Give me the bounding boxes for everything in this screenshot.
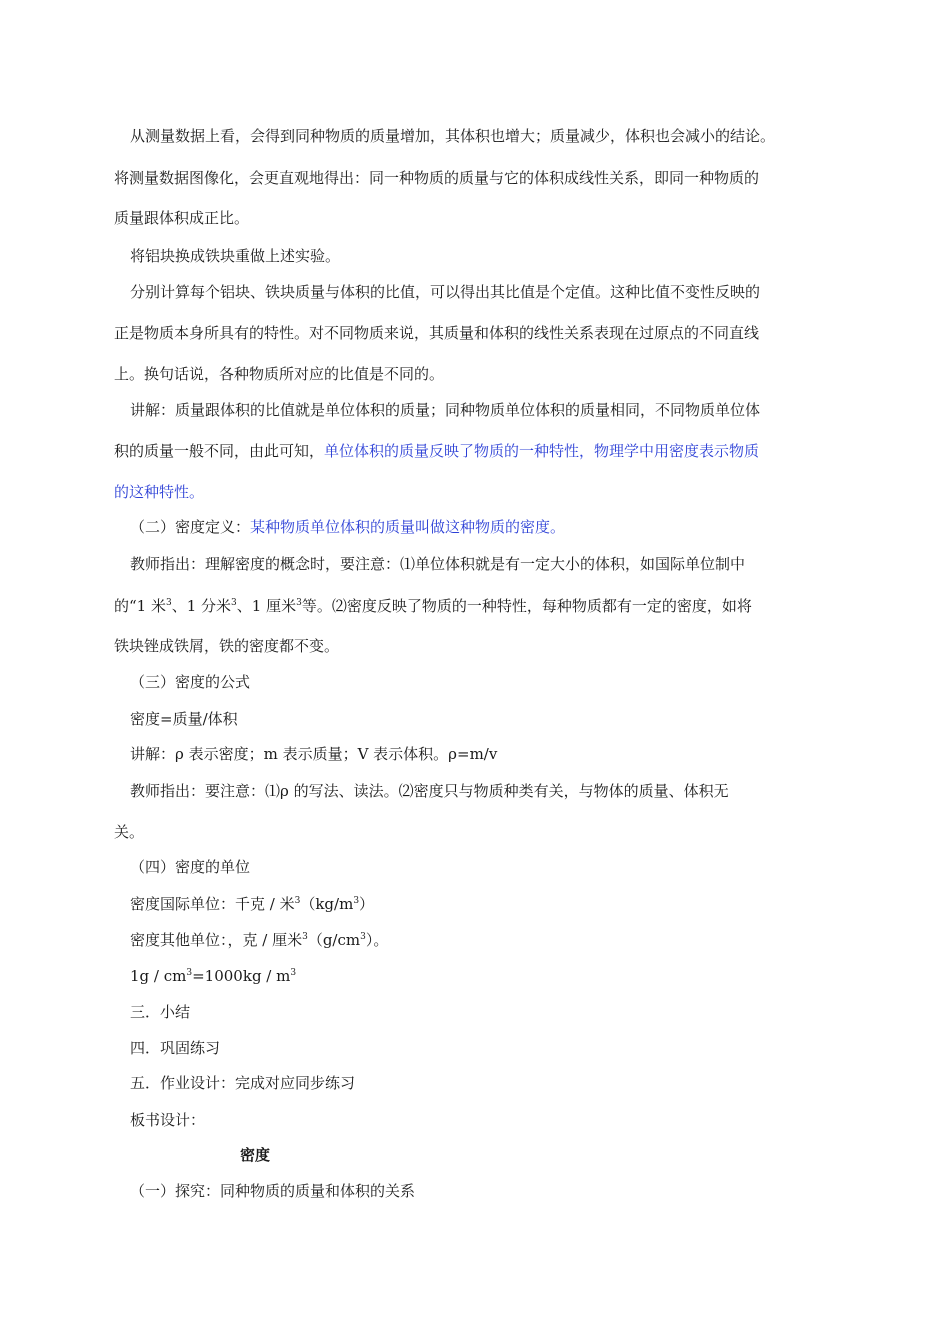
- superscript: 3: [186, 968, 193, 978]
- paragraph-4-line-2-highlight: 单位体积的质量反映了物质的一种特性，物理学中用密度表示物质: [324, 442, 760, 460]
- text-segment: 密度其他单位：，克 / 厘米: [130, 931, 303, 949]
- section-3-heading: （三）密度的公式: [130, 673, 251, 691]
- unit-conversion-line: [130, 966, 296, 986]
- superscript: 3: [165, 598, 172, 608]
- other-unit-line: [130, 930, 388, 950]
- paragraph-3-line-1: 分别计算每个铝块、铁块质量与体积的比值，可以得出其比值是个定值。这种比值不变性反映的: [130, 283, 761, 301]
- text-segment: 1g / cm: [130, 967, 187, 985]
- paragraph-6-line-2: 关。: [114, 823, 145, 841]
- paragraph-1-line-1: 从测量数据上看，会得到同种物质的质量增加，其体积也增大；质量减少，体积也会减小的结论。: [130, 127, 776, 145]
- density-formula: 密度=质量/体积: [130, 710, 238, 728]
- paragraph-4-line-3-highlight: 的这种特性。: [114, 483, 205, 501]
- superscript: 3: [290, 968, 297, 978]
- paragraph-2: 将铝块换成铁块重做上述实验。: [130, 247, 341, 265]
- text-segment: 的“1 米: [114, 597, 166, 615]
- paragraph-1-line-3: 质量跟体积成正比。: [114, 209, 250, 227]
- paragraph-6-line-1: 教师指出：要注意：⑴ρ 的写法、读法。⑵密度只与物质种类有关，与物体的质量、体积无: [130, 782, 729, 800]
- practice-heading: 四．巩固练习: [130, 1039, 221, 1057]
- superscript: 3: [360, 932, 366, 942]
- text-segment: 等。⑵密度反映了物质的一种特性，每种物质都有一定的密度，如将: [301, 597, 752, 615]
- paragraph-5-line-2: [114, 596, 752, 616]
- density-definition: 某种物质单位体积的质量叫做这种物质的密度。: [250, 518, 566, 536]
- text-segment: 密度国际单位：千克 / 米: [130, 895, 295, 913]
- paragraph-5-line-3: 铁块锉成铁屑，铁的密度都不变。: [114, 637, 340, 655]
- board-title: 密度: [240, 1146, 271, 1164]
- formula-explanation: 讲解：ρ 表示密度；m 表示质量；V 表示体积。ρ=m/v: [130, 745, 498, 763]
- paragraph-4-line-2-plain: 积的质量一般不同，由此可知，: [114, 442, 325, 460]
- section-4-heading: （四）密度的单位: [130, 858, 251, 876]
- superscript: 3: [296, 598, 302, 608]
- si-unit-line: [130, 894, 374, 914]
- section-2-heading: （二）密度定义：: [130, 518, 251, 536]
- section-2: [130, 517, 565, 537]
- text-segment: ）: [359, 895, 375, 913]
- paragraph-4-line-1: 讲解：质量跟体积的比值就是单位体积的质量；同种物质单位体积的质量相同，不同物质单位体: [130, 401, 761, 419]
- board-item-1: （一）探究：同种物质的质量和体积的关系: [130, 1182, 416, 1200]
- paragraph-4-line-2: [114, 441, 759, 461]
- text-segment: （g/cm: [307, 931, 361, 949]
- text-segment: 、1 分米: [171, 597, 232, 615]
- text-segment: 、1 厘米: [236, 597, 297, 615]
- superscript: 3: [302, 932, 308, 942]
- text-segment: （kg/m: [300, 895, 354, 913]
- text-segment: =1000kg / m: [192, 967, 291, 985]
- superscript: 3: [294, 896, 301, 906]
- board-design-heading: 板书设计：: [130, 1111, 206, 1129]
- text-segment: ）。: [365, 931, 389, 949]
- homework-heading: 五．作业设计：完成对应同步练习: [130, 1074, 356, 1092]
- paragraph-1-line-2: 将测量数据图像化，会更直观地得出：同一种物质的质量与它的体积成线性关系，即同一种物质的: [114, 169, 760, 187]
- paragraph-3-line-3: 上。换句话说，各种物质所对应的比值是不同的。: [114, 365, 445, 383]
- superscript: 3: [353, 896, 360, 906]
- paragraph-5-line-1: 教师指出：理解密度的概念时，要注意：⑴单位体积就是有一定大小的体积，如国际单位制中: [130, 555, 746, 573]
- paragraph-3-line-2: 正是物质本身所具有的特性。对不同物质来说，其质量和体积的线性关系表现在过原点的不同直线: [114, 324, 760, 342]
- summary-heading: 三．小结: [130, 1003, 191, 1021]
- superscript: 3: [231, 598, 237, 608]
